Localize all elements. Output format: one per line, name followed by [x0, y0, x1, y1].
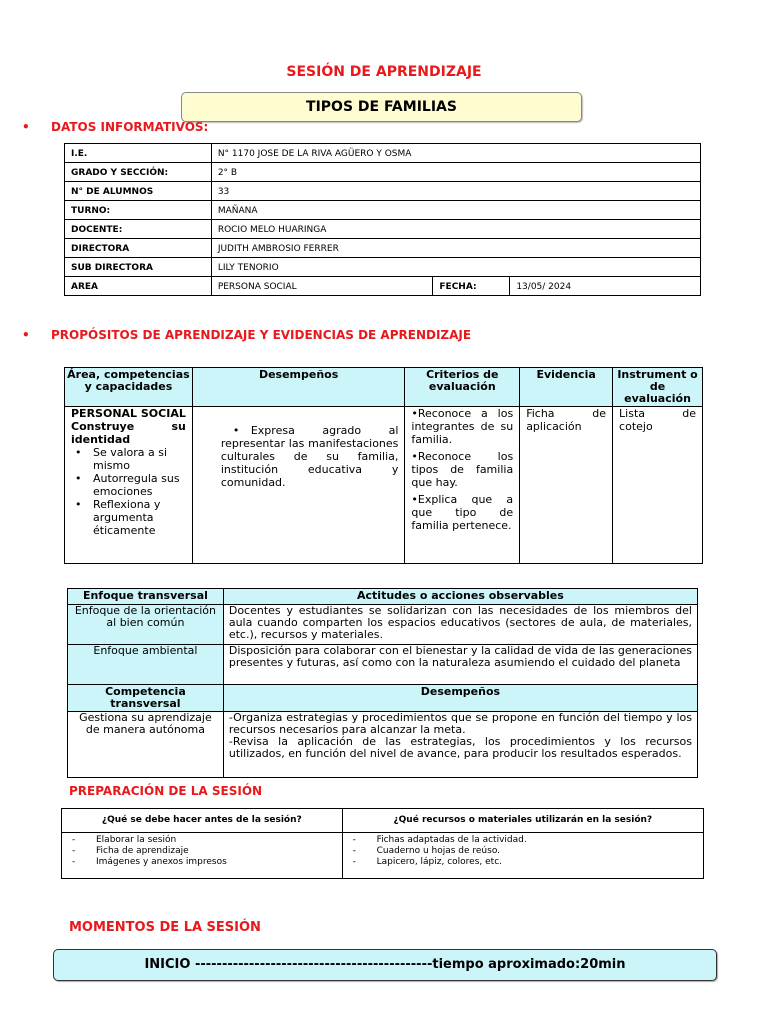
- info-label: SUB DIRECTORA: [65, 258, 212, 277]
- list-item: - Cuaderno u hojas de reúso.: [349, 846, 697, 857]
- header-attitudes: Actitudes o acciones observables: [223, 589, 697, 605]
- info-value: JUDITH AMBROSIO FERRER: [211, 239, 700, 258]
- header-performance: Desempeños: [192, 368, 405, 407]
- info-label: N° DE ALUMNOS: [65, 182, 212, 201]
- before-list: [68, 835, 336, 868]
- start-phase-box: INICIO --------------------------------------------tiempo aproximado:20min: [53, 949, 717, 981]
- performance-cell: [223, 712, 697, 778]
- resources-list: [349, 835, 697, 868]
- preparation-table: [61, 808, 704, 879]
- info-value: 33: [211, 182, 700, 201]
- performance-cell: [192, 407, 405, 564]
- list-item: • Autorregula sus emociones: [71, 472, 186, 498]
- header-transversal-performance: Desempeños: [223, 685, 697, 712]
- info-value: PERSONA SOCIAL: [211, 277, 433, 296]
- topic-title-box: TIPOS DE FAMILIAS: [181, 92, 582, 122]
- info-label: DIRECTORA: [65, 239, 212, 258]
- info-table: [64, 143, 701, 296]
- info-label: FECHA:: [433, 277, 510, 296]
- criterion: •Reconoce a los integrantes de su familia.: [411, 407, 514, 446]
- info-value: 13/05/ 2024: [510, 277, 701, 296]
- section-purposes-label: PROPÓSITOS DE APRENDIZAJE Y EVIDENCIAS DE APRENDIZAJE: [51, 328, 472, 342]
- header-evidence: Evidencia: [520, 368, 613, 407]
- info-value: LILY TENORIO: [211, 258, 700, 277]
- attitude-cell: Docentes y estudiantes se solidarizan con las necesidades de los miembros del aula cuando comparten los espacios educativos (sectores de aula, de materiales, etc.), recursos y materiales.: [223, 605, 697, 645]
- criteria-cell: [405, 407, 520, 564]
- bullet-icon: •: [22, 120, 30, 134]
- evidence-cell: Ficha de aplicación: [520, 407, 613, 564]
- header-resources: ¿Qué recursos o materiales utilizarán en la sesión?: [342, 809, 703, 833]
- header-criteria: Criterios de evaluación: [405, 368, 520, 407]
- focus-cell: Enfoque ambiental: [68, 645, 224, 685]
- info-label: I.E.: [65, 144, 212, 163]
- section-heading-moments: MOMENTOS DE LA SESIÓN: [69, 920, 261, 935]
- focus-cell: Enfoque de la orientación al bien común: [68, 605, 224, 645]
- purpose-table: [64, 367, 703, 564]
- info-label: AREA: [65, 277, 212, 296]
- info-label: DOCENTE:: [65, 220, 212, 239]
- list-item: - Lapicero, lápiz, colores, etc.: [349, 857, 697, 868]
- header-before: ¿Qué se debe hacer antes de la sesión?: [62, 809, 343, 833]
- list-item: • Expresa agrado al representar las manifestaciones culturales de su familia, institución educativa y comunidad.: [199, 424, 399, 489]
- header-area: Área, competencias y capacidades: [65, 368, 193, 407]
- info-value: MAÑANA: [211, 201, 700, 220]
- performance-item: -Revisa la aplicación de las estrategias, los procedimientos y los recursos utilizados, en función del nivel de avance, para producir los resultados esperados.: [228, 735, 692, 760]
- area-cell: [65, 407, 193, 564]
- section-heading-purposes: [22, 328, 471, 342]
- info-value: 2° B: [211, 163, 700, 182]
- info-row: [65, 201, 701, 220]
- list-item: - Elaborar la sesión: [68, 835, 336, 846]
- area-name: PERSONAL SOCIAL: [71, 407, 186, 420]
- list-item: • Se valora a si mismo: [71, 446, 186, 472]
- info-label: GRADO Y SECCIÓN:: [65, 163, 212, 182]
- info-row: [65, 239, 701, 258]
- list-item: - Imágenes y anexos impresos: [68, 857, 336, 868]
- info-row: [65, 144, 701, 163]
- resources-cell: [342, 833, 703, 879]
- section-heading-info: [22, 120, 208, 134]
- page-title: SESIÓN DE APRENDIZAJE: [286, 64, 482, 80]
- competence-name: Construye su identidad: [71, 420, 186, 446]
- criterion: •Explica que a que tipo de familia pertenece.: [411, 493, 514, 532]
- info-row: [65, 220, 701, 239]
- info-row: [65, 277, 701, 296]
- bullet-icon: •: [22, 328, 30, 342]
- info-value: ROCIO MELO HUARINGA: [211, 220, 700, 239]
- performance-list: [199, 424, 399, 489]
- before-cell: [62, 833, 343, 879]
- list-item: - Ficha de aprendizaje: [68, 846, 336, 857]
- capacity-list: [71, 446, 186, 537]
- info-value: N° 1170 JOSE DE LA RIVA AGÜERO Y OSMA: [211, 144, 700, 163]
- header-focus: Enfoque transversal: [68, 589, 224, 605]
- info-row: [65, 163, 701, 182]
- criterion: •Reconoce los tipos de familia que hay.: [411, 450, 514, 489]
- transversal-table: [67, 588, 698, 778]
- performance-item: -Organiza estrategias y procedimientos que se propone en función del tiempo y los recursos necesarios para alcanzar la meta.: [228, 711, 692, 736]
- list-item: - Fichas adaptadas de la actividad.: [349, 835, 697, 846]
- attitude-cell: Disposición para colaborar con el bienestar y la calidad de vida de las generaciones presentes y futuras, así como con la naturaleza asumiendo el cuidado del planeta: [223, 645, 697, 685]
- section-heading-preparation: PREPARACIÓN DE LA SESIÓN: [69, 784, 263, 798]
- header-competence: Competencia transversal: [68, 685, 224, 712]
- competence-cell: Gestiona su aprendizaje de manera autónoma: [68, 712, 224, 778]
- header-instrument: Instrument o de evaluación: [613, 368, 703, 407]
- section-info-label: DATOS INFORMATIVOS:: [51, 120, 209, 134]
- instrument-cell: Lista de cotejo: [613, 407, 703, 564]
- info-row: [65, 258, 701, 277]
- info-row: [65, 182, 701, 201]
- info-label: TURNO:: [65, 201, 212, 220]
- list-item: • Reflexiona y argumenta éticamente: [71, 498, 186, 537]
